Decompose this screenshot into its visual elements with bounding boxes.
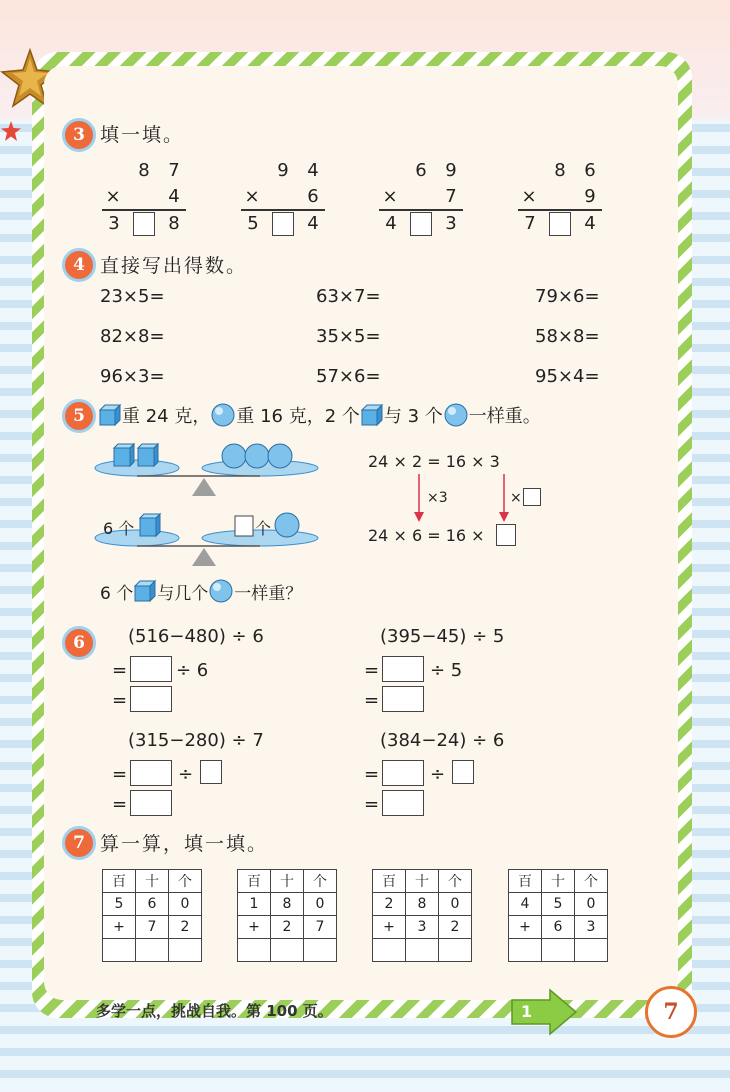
scale-2-right-label: 个 [255,519,272,538]
answer-cell[interactable] [373,939,406,962]
answer-cell[interactable] [169,939,202,962]
expression-4: (384−24) ÷ 6 [380,730,505,751]
cube-icon [98,403,122,427]
answer-cell[interactable] [509,939,542,962]
question-3-title: 填一填。 [100,124,185,146]
ratio-equation-2: 24 × 6 = 16 × [368,526,485,545]
ball-icon [208,578,234,604]
answer-box[interactable] [410,212,432,236]
addition-grid: 百 十 个 2 8 0 + 3 2 [372,869,472,962]
answer-cell[interactable] [439,939,472,962]
answer-box[interactable] [130,790,172,816]
arrow-2-label: × [510,490,522,506]
cube-icon [133,579,157,603]
calc-item: 82×8= [100,326,165,347]
calc-item: 23×5= [100,286,165,307]
scale-2-left-label: 6 个 [103,519,135,538]
calc-item: 63×7= [316,286,381,307]
small-star-decoration-icon [0,120,22,142]
answer-box[interactable] [130,656,172,682]
answer-cell[interactable] [136,939,169,962]
cube-icon [360,403,384,427]
down-arrow-icon [497,474,511,524]
answer-cell[interactable] [304,939,337,962]
question-7-badge: 7 [62,826,96,860]
answer-cell[interactable] [542,939,575,962]
question-5-prompt: 重 24 克， 重 16 克，2 个 与 3 个 一样重。 [98,402,541,428]
addition-grid: 百 十 个 4 5 0 + 6 3 [508,869,608,962]
answer-box[interactable] [549,212,571,236]
addition-grid: 百 十 个 1 8 0 + 2 7 [237,869,337,962]
ball-icon [210,402,236,428]
answer-box[interactable] [382,790,424,816]
ratio-equation-1: 24 × 2 = 16 × 3 [368,452,500,471]
answer-cell[interactable] [103,939,136,962]
calc-item: 96×3= [100,366,165,387]
question-4-badge: 4 [62,248,96,282]
question-3-badge: 3 [62,118,96,152]
answer-box[interactable] [382,656,424,682]
calc-item: 79×6= [535,286,600,307]
answer-box[interactable] [200,760,222,784]
answer-box[interactable] [272,212,294,236]
ball-icon [443,402,469,428]
answer-box[interactable] [130,686,172,712]
answer-box[interactable] [133,212,155,236]
ratio-answer-box[interactable] [496,524,516,546]
multiplier-answer-box[interactable] [523,488,541,506]
answer-box[interactable] [382,760,424,786]
arrow-1-label: ×3 [427,490,448,506]
next-arrow-label: 1 [521,1002,533,1021]
answer-box[interactable] [382,686,424,712]
answer-cell[interactable] [406,939,439,962]
calc-item: 57×6= [316,366,381,387]
answer-cell[interactable] [575,939,608,962]
page-number: 7 [645,986,697,1038]
calc-item: 58×8= [535,326,600,347]
expression-1: (516−480) ÷ 6 [128,626,264,647]
answer-box[interactable] [452,760,474,784]
answer-box[interactable] [130,760,172,786]
question-5-badge: 5 [62,399,96,433]
question-5-subquestion: 6 个 与几个 一样重？ [100,578,302,604]
expression-2: (395−45) ÷ 5 [380,626,505,647]
question-6-badge: 6 [62,626,96,660]
question-7-title: 算一算，填一填。 [100,833,269,855]
expression-3: (315−280) ÷ 7 [128,730,264,751]
addition-grid: 百 十 个 5 6 0 + 7 2 [102,869,202,962]
calc-item: 95×4= [535,366,600,387]
answer-cell[interactable] [238,939,271,962]
answer-cell[interactable] [271,939,304,962]
question-4-title: 直接写出得数。 [100,255,248,277]
calc-item: 35×5= [316,326,381,347]
down-arrow-icon [412,474,426,524]
balance-scale-1 [92,440,322,500]
footer-hint: 多学一点，挑战自我。第 100 页。 [96,1002,333,1020]
